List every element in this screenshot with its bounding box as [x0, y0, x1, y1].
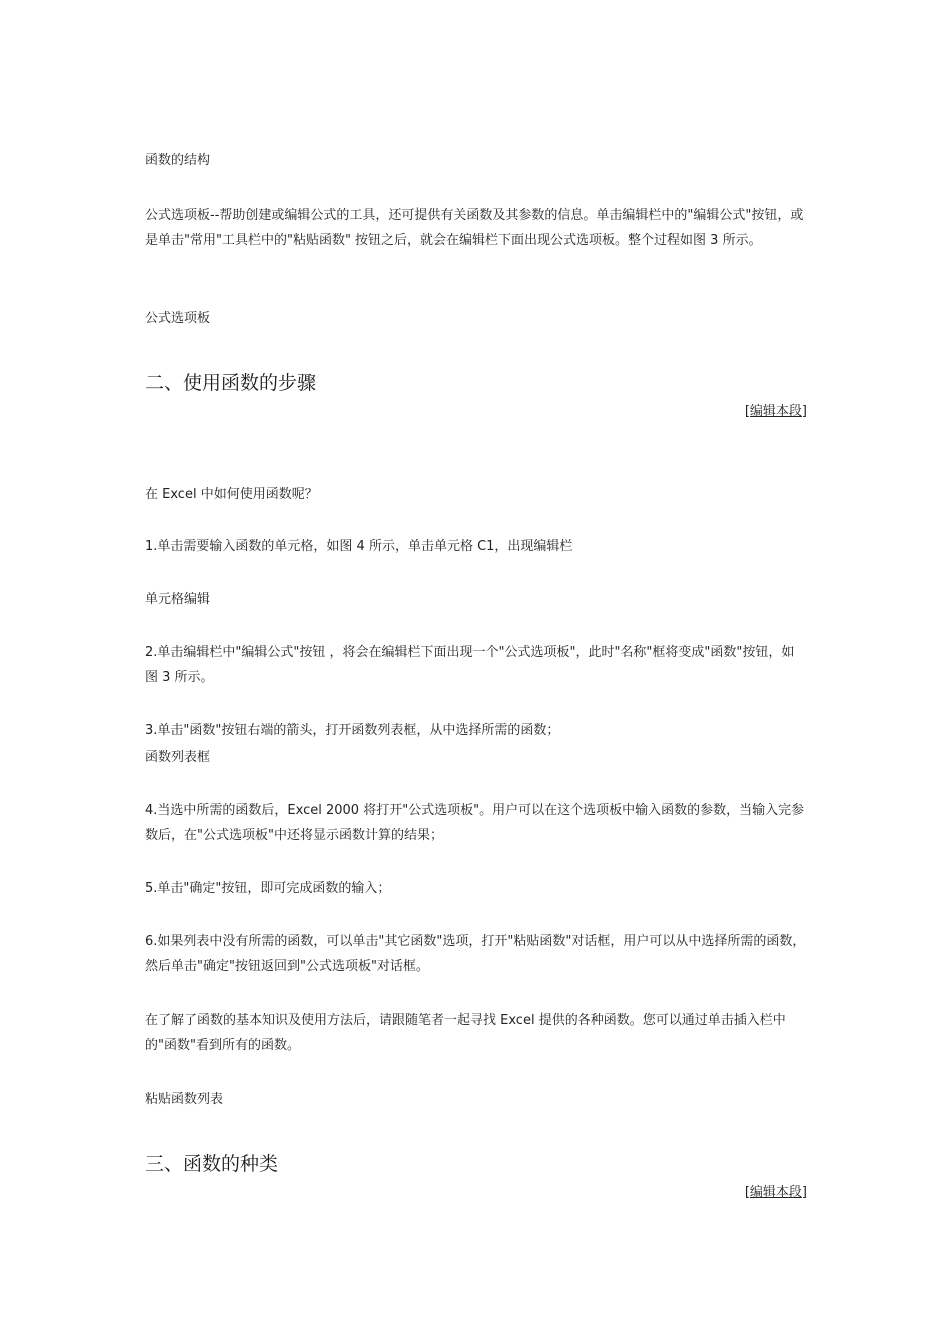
paragraph-step-3: 3.单击"函数"按钮右端的箭头，打开函数列表框，从中选择所需的函数； — [145, 723, 560, 738]
edit-link-open-bracket: [ — [744, 404, 750, 419]
edit-section-link-2[interactable] — [745, 1183, 807, 1203]
caption-paste-function-list: 粘贴函数列表 — [145, 1092, 224, 1107]
edit-link-close-bracket: ] — [801, 404, 807, 419]
paragraph-formula-palette-intro: 公式选项板--帮助创建或编辑公式的工具，还可提供有关函数及其参数的信息。单击编辑栏中的"编辑公式"按钮，或是单击"常用"工具栏中的"粘贴函数" 按钮之后，就会在编辑栏下面出现公式选项板。整个过程如图 3 所示。 — [145, 208, 804, 248]
paragraph-step-4: 4.当选中所需的函数后，Excel 2000 将打开"公式选项板"。用户可以在这个选项板中输入函数的参数，当输入完参数后，在"公式选项板"中还将显示函数计算的结果； — [145, 803, 805, 843]
paragraph-step-5: 5.单击"确定"按钮，即可完成函数的输入； — [145, 881, 391, 896]
edit-link-close-bracket: ] — [801, 1185, 807, 1200]
caption-cell-edit: 单元格编辑 — [145, 592, 211, 607]
paragraph-step-1: 1.单击需要输入函数的单元格，如图 4 所示，单击单元格 C1，出现编辑栏 — [145, 539, 573, 554]
edit-link-open-bracket: [ — [744, 1185, 750, 1200]
paragraph-find-functions: 在了解了函数的基本知识及使用方法后，请跟随笔者一起寻找 Excel 提供的各种函数。您可以通过单击插入栏中的"函数"看到所有的函数。 — [145, 1013, 786, 1053]
section-heading-types: 三、函数的种类 — [145, 1153, 279, 1175]
section-heading-steps: 二、使用函数的步骤 — [145, 372, 317, 394]
paragraph-step-2: 2.单击编辑栏中"编辑公式"按钮 ，将会在编辑栏下面出现一个"公式选项板"，此时"名称"框将变成"函数"按钮，如图 3 所示。 — [145, 645, 795, 685]
paragraph-step-6: 6.如果列表中没有所需的函数，可以单击"其它函数"选项，打开"粘贴函数"对话框，用户可以从中选择所需的函数，然后单击"确定"按钮返回到"公式选项板"对话框。 — [145, 934, 806, 974]
paragraph-how-to-use: 在 Excel 中如何使用函数呢？ — [145, 487, 318, 502]
caption-function-list: 函数列表框 — [145, 750, 211, 765]
edit-link-text[interactable]: 编辑本段 — [749, 1185, 802, 1200]
edit-link-text[interactable]: 编辑本段 — [749, 404, 802, 419]
paragraph-function-structure: 函数的结构 — [145, 153, 211, 168]
caption-formula-palette: 公式选项板 — [145, 311, 211, 326]
edit-section-link-1[interactable] — [745, 402, 807, 422]
